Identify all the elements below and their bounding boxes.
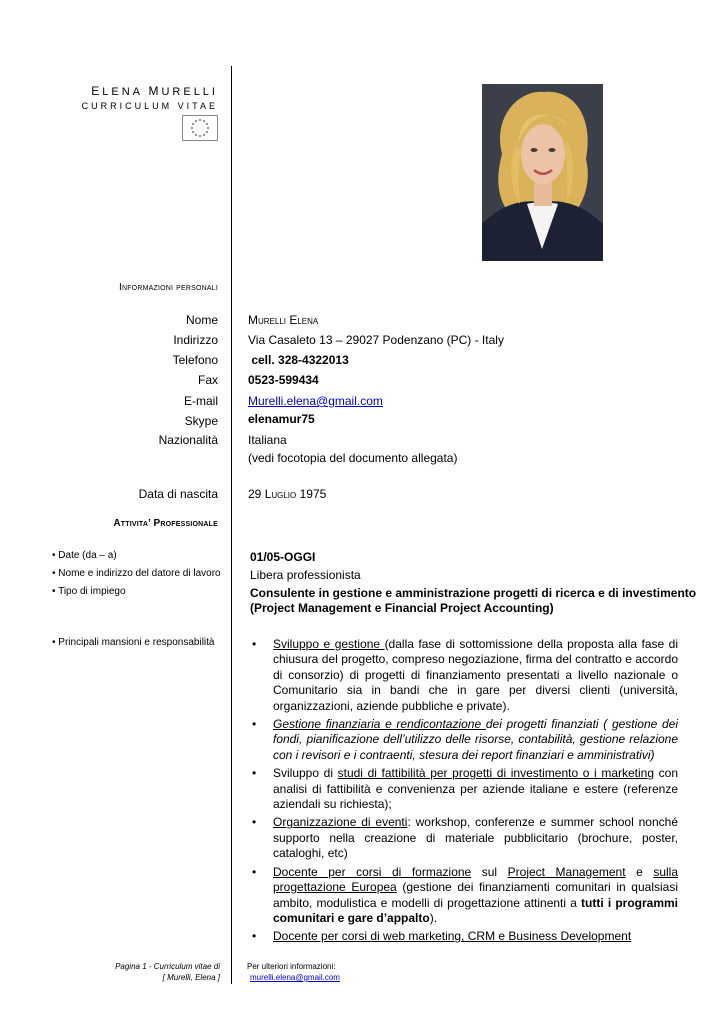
fax-label: Fax [197,373,218,387]
column-divider [231,66,232,984]
footer-contact: Per ulteriori informazioni: murelli.elena@gmail.com [247,962,340,982]
portrait-photo [482,84,603,261]
job-employer: Libera professionista [250,568,361,582]
bullet-icon: • [252,815,257,830]
header-name: ELENA MURELLI [91,84,218,98]
nascita-value: 29 Luglio 1975 [248,487,327,501]
nome-value: Murelli Elena [248,313,319,327]
telefono-label: Telefono [172,353,218,367]
email-link[interactable]: Murelli.elena@gmail.com [248,394,383,408]
bullet-icon: • [252,717,257,732]
email-label: E-mail [183,394,218,408]
bullet-icon: • [252,637,257,651]
duties-list [250,637,678,948]
indirizzo-value: Via Casaleto 13 – 29027 Podenzano (PC) - Italy [248,333,504,347]
nazionalita-value: Italiana [248,433,287,447]
eu-flag-icon [182,115,218,141]
list-item: • Gestione finanziaria e rendicontazione dei progetti finanziati ( gestione dei fondi, pianificazione dell’utilizzo delle risorse, contabilità, gestione relazione con i revisori e i contraenti, stesura dei report finanziari e amministrativi) [252,717,679,762]
duties-label: • Principali mansioni e responsabilità [52,637,215,648]
footer-email-link[interactable]: murelli.elena@gmail.com [250,973,340,982]
nazionalita-label: Nazionalità [158,433,218,447]
nome-label: Nome [185,313,218,327]
list-item: • Organizzazione di eventi: workshop, conferenze e summer school nonché supporto nella creazione di materiale pubblicitario (brochure, poster, cataloghi, etc) [252,815,678,861]
skype-value: elenamur75 [248,412,315,426]
skype-label: Skype [184,414,218,428]
telefono-value: cell. 328-4322013 [248,353,349,367]
type-label: • Tipo di impiego [52,586,126,597]
date-label: • Date (da – a) [52,550,117,561]
list-item: • Docente per corsi di formazione sul Project Management e sulla progettazione Europea (gestione dei finanziamenti comunitari in qualsiasi ambito, modulistica e modelli di progettazione attinenti a tutti i programmi comunitari e gare d’appalto). [252,864,679,925]
nascita-label: Data di nascita [138,487,218,501]
section-professional: Attivita’ Professionale [113,518,218,529]
indirizzo-label: Indirizzo [173,333,218,347]
fax-value: 0523-599434 [248,373,319,387]
list-item: • Docente per corsi di web marketing, CRM e Business Development [252,929,632,944]
bullet-icon: • [252,766,257,781]
footer-page-info: Pagina 1 - Curriculum vitae di [ Murelli, Elena ] [115,962,220,982]
header-subtitle: CURRICULUM VITAE [81,101,218,111]
job-type-line1: Consulente in gestione e amministrazione progetti di ricerca e di investimento [250,586,697,600]
employer-label: • Nome e indirizzo del datore di lavoro [52,568,221,579]
bullet-icon: • [252,864,257,879]
list-item: • Sviluppo di studi di fattibilità per progetti di investimento o i marketing con analisi di fattibilità e convenienza per aziende italiane e estere (referenze aziendali su richiesta); [252,766,678,812]
bullet-icon: • [252,929,257,944]
job-type-line2: (Project Management e Financial Project Accounting) [250,601,554,615]
list-item: • Sviluppo e gestione (dalla fase di sottomissione della proposta alla fase di chiusura del progetto, compreso negoziazione, firma del contratto e accordo di consorzio) di progetti di finanziamento presentati a livello nazionale o Comunitario sia in bandi che in gare per diversi clienti (università, organizzazioni, aziende pubbliche e private). [252,637,678,713]
job-date: 01/05-OGGI [250,550,316,564]
nazionalita-note: (vedi focotopia del documento allegata) [248,451,458,465]
section-personal-info: Informazioni personali [118,282,218,293]
